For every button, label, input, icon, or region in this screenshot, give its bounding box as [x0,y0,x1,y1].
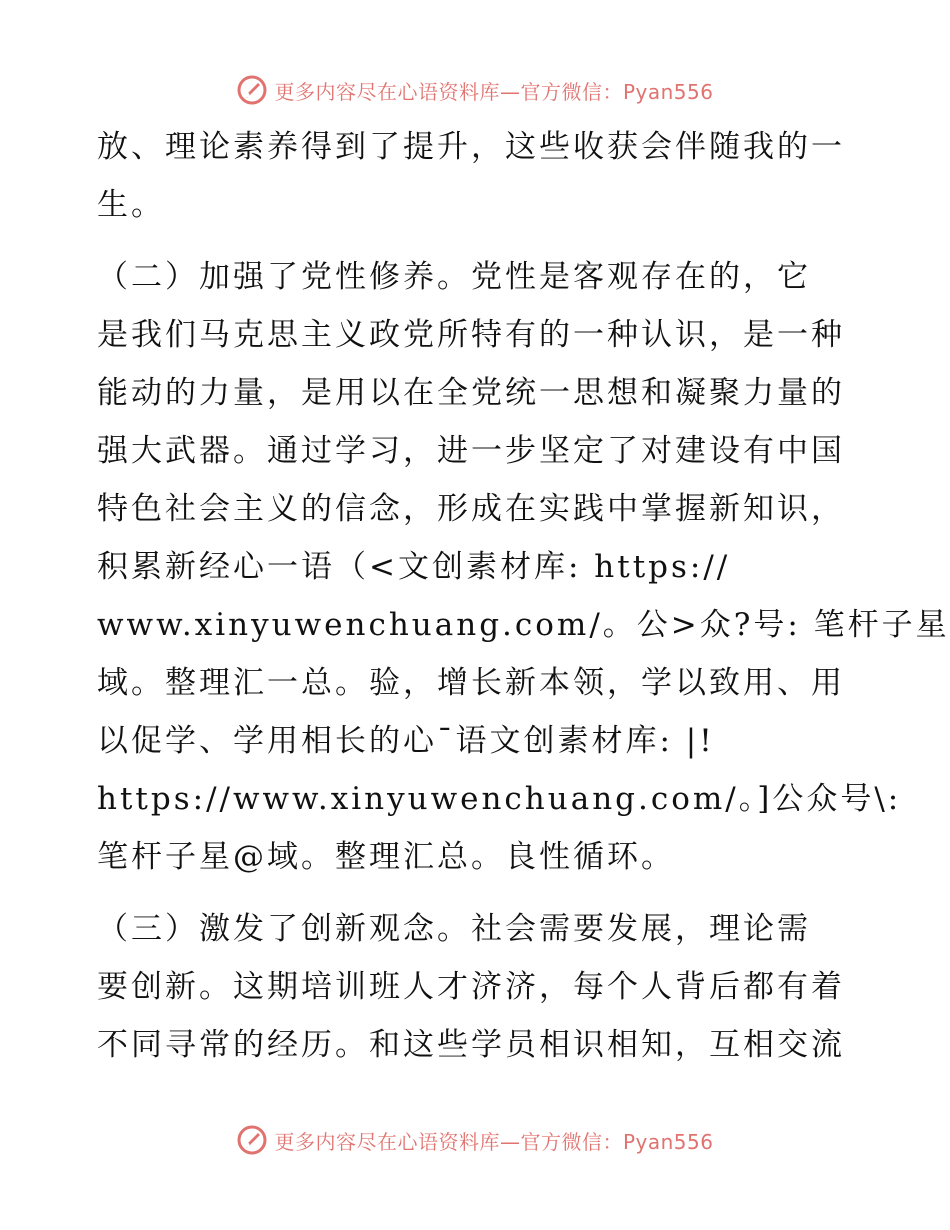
text-line: https://www.xinyuwenchuang.com/。]公众号\: [97,781,902,817]
text-line: 域。整理汇一总。验，增长新本领，学以致用、用 [97,665,845,701]
text-line: 强大武器。通过学习，进一步坚定了对建设有中国 [97,433,845,469]
quill-seal-icon [236,1124,268,1156]
text-line: 生。 [97,187,165,223]
watermark-text: 更多内容尽在心语资料库—官方微信：Pyan556 [274,1129,714,1154]
header-watermark [0,70,950,110]
text-line: 要创新。这期培训班人才济济，每个人背后都有着 [97,969,845,1005]
footer-watermark [0,1120,950,1160]
text-line: 能动的力量，是用以在全党统一思想和凝聚力量的 [97,375,845,411]
quill-seal-icon [236,74,268,106]
text-line: 特色社会主义的信念，形成在实践中掌握新知识， [97,491,845,527]
text-line: 笔杆子星@域。整理汇总。良性循环。 [97,839,675,875]
text-line: 放、理论素养得到了提升，这些收获会伴随我的一 [97,129,845,165]
text-line: 是我们马克思主义政党所特有的一种认识，是一种 [97,317,845,353]
document-body [97,118,950,1074]
section-heading-line: （二）加强了党性修养。党性是客观存在的，它 [97,259,811,295]
text-line: 不同寻常的经历。和这些学员相识相知，互相交流 [97,1027,845,1063]
text-line: 积累新经心一语（<文创素材库: https:// [97,549,731,585]
text-line: 以促学、学用相长的心¯语文创素材库: |! [97,723,715,759]
watermark-text: 更多内容尽在心语资料库—官方微信：Pyan556 [274,79,714,104]
section-heading-line: （三）激发了创新观念。社会需要发展，理论需 [97,911,811,947]
text-line: www.xinyuwenchuang.com/。公>众?号: 笔杆子星 [97,607,950,643]
